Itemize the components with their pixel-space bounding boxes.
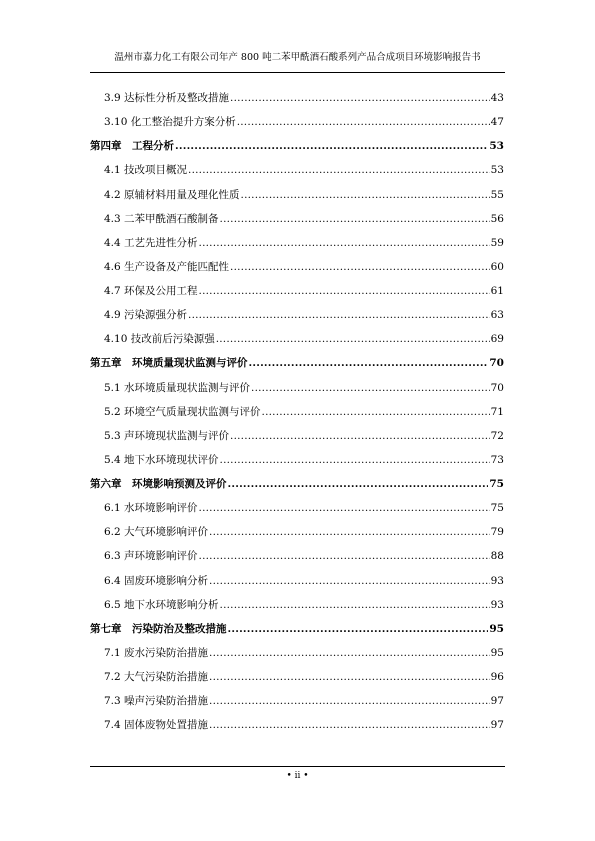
dot-leader — [262, 406, 490, 418]
dot-leader — [209, 526, 490, 538]
toc-entry-title: 4.6 生产设备及产能匹配性 — [104, 260, 230, 273]
dot-leader — [220, 454, 490, 466]
toc-section-entry[interactable] — [90, 428, 504, 452]
dot-leader — [188, 164, 490, 176]
table-of-contents — [90, 90, 504, 741]
toc-section-entry[interactable] — [90, 524, 504, 548]
toc-page-number: 70 — [490, 381, 504, 394]
toc-section-entry[interactable] — [90, 162, 504, 186]
dot-leader — [209, 671, 490, 683]
toc-entry-title: 5.3 声环境现状监测与评价 — [104, 429, 230, 442]
header-rule — [90, 72, 505, 73]
dot-leader — [209, 575, 490, 587]
toc-section-entry[interactable] — [90, 114, 504, 138]
toc-page-number: 93 — [490, 574, 504, 587]
toc-entry-title: 6.3 声环境影响评价 — [104, 550, 198, 563]
toc-entry-title: 6.4 固废环境影响分析 — [104, 574, 209, 587]
toc-page-number: 96 — [490, 671, 504, 683]
toc-page-number: 95 — [489, 622, 504, 635]
toc-entry-title: 第五章 环境质量现状监测与评价 — [90, 357, 248, 370]
dot-leader — [241, 189, 490, 201]
dot-leader — [199, 285, 490, 297]
toc-page-number: 47 — [490, 116, 504, 129]
toc-entry-title: 6.5 地下水环境影响分析 — [104, 598, 219, 611]
toc-entry-title: 4.2 原辅材料用量及理化性质 — [104, 188, 240, 201]
toc-page-number: 97 — [490, 695, 504, 708]
toc-entry-title: 4.7 环保及公用工程 — [104, 285, 198, 297]
toc-entry-title: 3.10 化工整治提升方案分析 — [104, 116, 236, 129]
toc-chapter-entry[interactable] — [90, 355, 504, 379]
toc-section-entry[interactable] — [90, 573, 504, 597]
toc-section-entry[interactable] — [90, 90, 504, 114]
dot-leader — [199, 550, 490, 562]
toc-page-number: 88 — [490, 550, 504, 563]
dot-leader — [220, 213, 490, 225]
toc-section-entry[interactable] — [90, 548, 504, 572]
dot-leader — [216, 333, 490, 345]
toc-entry-title: 5.4 地下水环境现状评价 — [104, 453, 219, 466]
toc-section-entry[interactable] — [90, 283, 504, 307]
toc-section-entry[interactable] — [90, 259, 504, 283]
toc-entry-title: 4.4 工艺先进性分析 — [104, 236, 198, 249]
toc-page-number: 95 — [490, 646, 504, 659]
toc-page-number: 43 — [490, 92, 504, 104]
toc-section-entry[interactable] — [90, 597, 504, 621]
toc-section-entry[interactable] — [90, 452, 504, 476]
toc-page-number: 93 — [490, 598, 504, 611]
toc-page-number: 71 — [490, 405, 504, 418]
toc-section-entry[interactable] — [90, 380, 504, 404]
toc-section-entry[interactable] — [90, 669, 504, 693]
toc-section-entry[interactable] — [90, 307, 504, 331]
running-header: 温州市嘉力化工有限公司年产 800 吨二苯甲酰酒石酸系列产品合成项目环境影响报告书 — [114, 52, 481, 63]
dot-leader — [175, 140, 488, 152]
toc-section-entry[interactable] — [90, 645, 504, 669]
dot-leader — [249, 357, 489, 369]
toc-section-entry[interactable] — [90, 717, 504, 741]
toc-chapter-entry[interactable] — [90, 621, 504, 645]
toc-page-number: 53 — [489, 140, 504, 153]
dot-leader — [251, 382, 490, 394]
toc-section-entry[interactable] — [90, 211, 504, 235]
toc-section-entry[interactable] — [90, 500, 504, 524]
toc-entry-title: 7.2 大气污染防治措施 — [104, 671, 209, 683]
toc-page-number: 69 — [490, 333, 504, 346]
dot-leader — [188, 309, 490, 321]
toc-page-number: 60 — [490, 260, 504, 273]
toc-entry-title: 4.9 污染源强分析 — [104, 309, 188, 322]
toc-page-number: 53 — [490, 164, 504, 177]
toc-page-number: 97 — [490, 719, 504, 732]
dot-leader — [228, 623, 489, 635]
toc-page-number: 70 — [489, 357, 504, 370]
toc-page-number: 61 — [490, 285, 504, 297]
toc-page-number: 72 — [490, 429, 504, 442]
toc-entry-title: 第四章 工程分析 — [90, 140, 174, 153]
toc-section-entry[interactable] — [90, 331, 504, 355]
dot-leader — [199, 502, 490, 514]
toc-entry-title: 第七章 污染防治及整改措施 — [90, 622, 227, 635]
dot-leader — [199, 237, 490, 249]
toc-page-number: 56 — [490, 212, 504, 225]
toc-entry-title: 6.2 大气环境影响评价 — [104, 526, 209, 539]
toc-entry-title: 5.1 水环境质量现状监测与评价 — [104, 381, 251, 394]
toc-page-number: 55 — [490, 188, 504, 201]
toc-section-entry[interactable] — [90, 187, 504, 211]
toc-section-entry[interactable] — [90, 404, 504, 428]
toc-page-number: 75 — [489, 478, 504, 490]
toc-entry-title: 3.9 达标性分析及整改措施 — [104, 92, 230, 104]
toc-chapter-entry[interactable] — [90, 476, 504, 500]
toc-entry-title: 4.3 二苯甲酰酒石酸制备 — [104, 212, 219, 225]
toc-entry-title: 7.4 固体废物处置措施 — [104, 719, 209, 732]
toc-page-number: 75 — [490, 502, 504, 515]
toc-page-number: 79 — [490, 526, 504, 539]
toc-entry-title: 5.2 环境空气质量现状监测与评价 — [104, 405, 261, 418]
dot-leader — [230, 261, 490, 273]
dot-leader — [228, 478, 489, 490]
toc-chapter-entry[interactable] — [90, 138, 504, 162]
toc-entry-title: 第六章 环境影响预测及评价 — [90, 478, 227, 490]
footer-rule — [90, 766, 505, 767]
toc-section-entry[interactable] — [90, 693, 504, 717]
dot-leader — [209, 695, 490, 707]
dot-leader — [230, 92, 490, 104]
page-number: • ii • — [286, 771, 309, 781]
toc-entry-title: 4.1 技改项目概况 — [104, 164, 188, 177]
dot-leader — [237, 116, 490, 128]
toc-page-number: 63 — [490, 309, 504, 322]
dot-leader — [230, 430, 490, 442]
toc-page-number: 59 — [490, 236, 504, 249]
dot-leader — [220, 599, 490, 611]
toc-entry-title: 7.3 噪声污染防治措施 — [104, 695, 209, 708]
dot-leader — [209, 719, 490, 731]
toc-page-number: 73 — [490, 453, 504, 466]
toc-entry-title: 4.10 技改前后污染源强 — [104, 333, 215, 346]
dot-leader — [209, 647, 490, 659]
toc-section-entry[interactable] — [90, 235, 504, 259]
toc-entry-title: 6.1 水环境影响评价 — [104, 502, 198, 515]
toc-entry-title: 7.1 废水污染防治措施 — [104, 646, 209, 659]
